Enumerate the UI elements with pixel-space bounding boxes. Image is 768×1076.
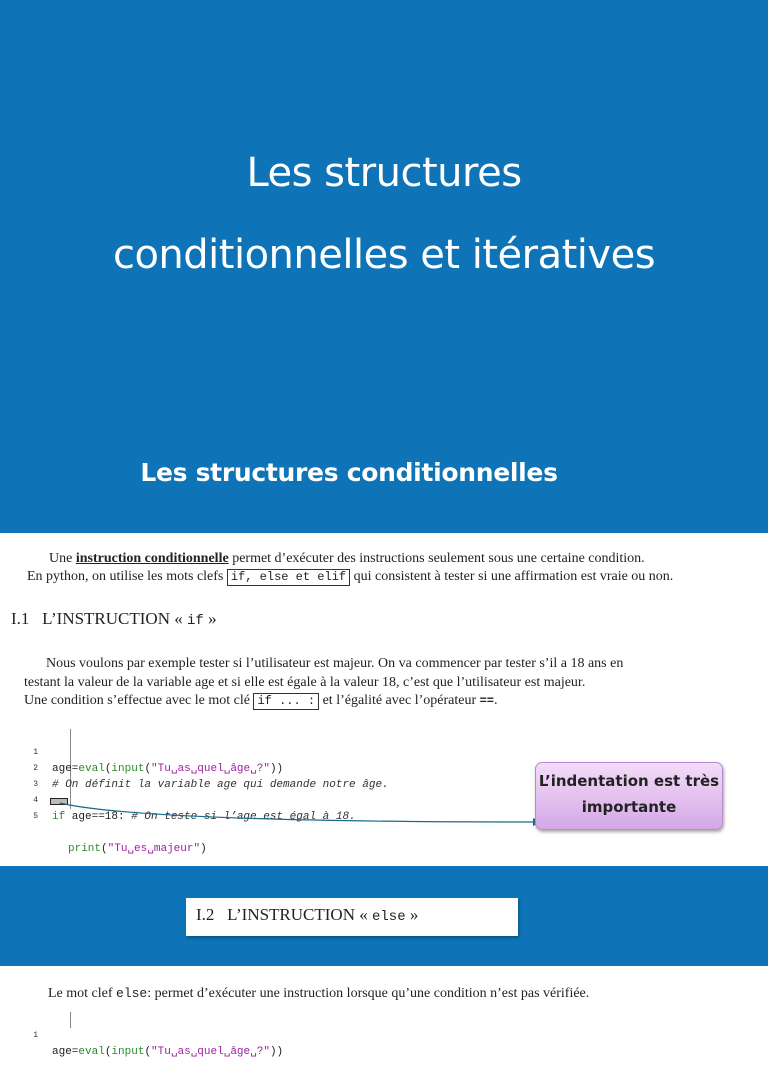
code-text xyxy=(52,1044,283,1060)
line-number: 3 xyxy=(33,780,38,789)
para-text: . xyxy=(494,693,498,708)
if-para-line-2: testant la valeur de la variable age et si elle est égale à la valeur 18, c’est que l’utilisateur est majeur. xyxy=(24,675,586,690)
section-keyword: if xyxy=(187,613,204,629)
code-gutter-line xyxy=(70,1012,71,1028)
section-title: L’INSTRUCTION « xyxy=(42,609,187,628)
intro-text: En python, on utilise les mots clefs xyxy=(27,569,227,584)
code-text xyxy=(52,809,356,825)
code-string: "Tu␣as␣quel␣âge␣?" xyxy=(151,763,270,775)
code-text xyxy=(68,841,207,857)
code-comment: # On teste si l’age est égal à 18. xyxy=(131,811,356,823)
code-function: input xyxy=(111,763,145,775)
section-title-end: » xyxy=(405,905,419,924)
intro-text: qui consistent à tester si une affirmation est vraie ou non. xyxy=(350,569,674,584)
code-function: input xyxy=(111,1046,145,1058)
code-block-else xyxy=(26,1012,526,1058)
callout-line-1: L’indentation est très xyxy=(538,772,720,790)
callout-line-2: importante xyxy=(581,798,677,816)
code-function: eval xyxy=(78,1046,105,1058)
code-line xyxy=(26,1012,284,1058)
slide-title-line-1: Les structures xyxy=(246,150,522,196)
code-line xyxy=(26,729,284,775)
code-keyword: if xyxy=(52,811,66,823)
intro-line-1 xyxy=(49,550,645,567)
line-number: 1 xyxy=(33,748,38,757)
section-title: L’INSTRUCTION « xyxy=(227,905,372,924)
slide-title-line-2: conditionnelles et itératives xyxy=(112,232,656,278)
code-token: ( xyxy=(104,763,112,775)
section-heading-else xyxy=(196,905,418,925)
keywords-box: if, else et elif xyxy=(227,569,350,586)
line-number: 1 xyxy=(33,1031,38,1040)
intro-text: Une xyxy=(49,551,76,566)
para-text: et l’égalité avec l’opérateur xyxy=(319,693,480,708)
section-number: I.1 xyxy=(11,609,30,628)
code-function: print xyxy=(68,843,102,855)
equality-operator: == xyxy=(479,694,495,708)
section-title-end: » xyxy=(203,609,217,628)
code-token: age==18: xyxy=(65,811,132,823)
line-number: 4 xyxy=(33,796,38,805)
section-keyword: else xyxy=(372,909,406,925)
code-token: age= xyxy=(52,1046,79,1058)
code-token: )) xyxy=(269,1046,284,1058)
code-token: ( xyxy=(101,843,108,855)
intro-text: permet d’exécuter des instructions seulement sous une certaine condition. xyxy=(228,551,645,566)
code-text xyxy=(52,761,283,777)
para-text: : permet d’exécuter une instruction lorsque qu’une condition n’est pas vérifiée. xyxy=(147,986,590,1001)
code-function: eval xyxy=(78,763,105,775)
else-keyword: else xyxy=(116,986,148,1001)
line-number: 5 xyxy=(33,812,38,821)
section-number: I.2 xyxy=(196,905,215,924)
line-number: 2 xyxy=(33,764,38,773)
para-text: Une condition s’effectue avec le mot clé xyxy=(24,693,254,708)
code-string: "Tu␣as␣quel␣âge␣?" xyxy=(151,1046,270,1058)
code-token: ( xyxy=(144,1046,152,1058)
code-token: age= xyxy=(52,763,79,775)
code-token: ( xyxy=(144,763,152,775)
if-para-line-3 xyxy=(24,692,498,710)
section-heading-if xyxy=(11,609,217,629)
code-token: ) xyxy=(200,843,207,855)
intro-term: instruction conditionnelle xyxy=(75,551,229,566)
else-para xyxy=(48,985,589,1002)
intro-line-2 xyxy=(27,568,673,586)
if-para-line-1: Nous voulons par exemple tester si l’utilisateur est majeur. On va commencer par tester s’il a 18 ans en xyxy=(46,656,624,671)
indentation-callout xyxy=(535,762,723,830)
slide-subtitle: Les structures conditionnelles xyxy=(140,458,558,487)
code-comment: # On définit la variable age qui demande notre âge. xyxy=(52,779,389,791)
if-keyword-box: if ... : xyxy=(253,693,319,710)
section-heading-box xyxy=(186,898,518,936)
code-token: ( xyxy=(104,1046,112,1058)
para-text: Le mot clef xyxy=(48,986,117,1001)
code-token: )) xyxy=(269,763,284,775)
indent-marker xyxy=(50,798,68,805)
code-string: "Tu␣es␣majeur" xyxy=(107,843,201,855)
code-line xyxy=(26,761,52,789)
